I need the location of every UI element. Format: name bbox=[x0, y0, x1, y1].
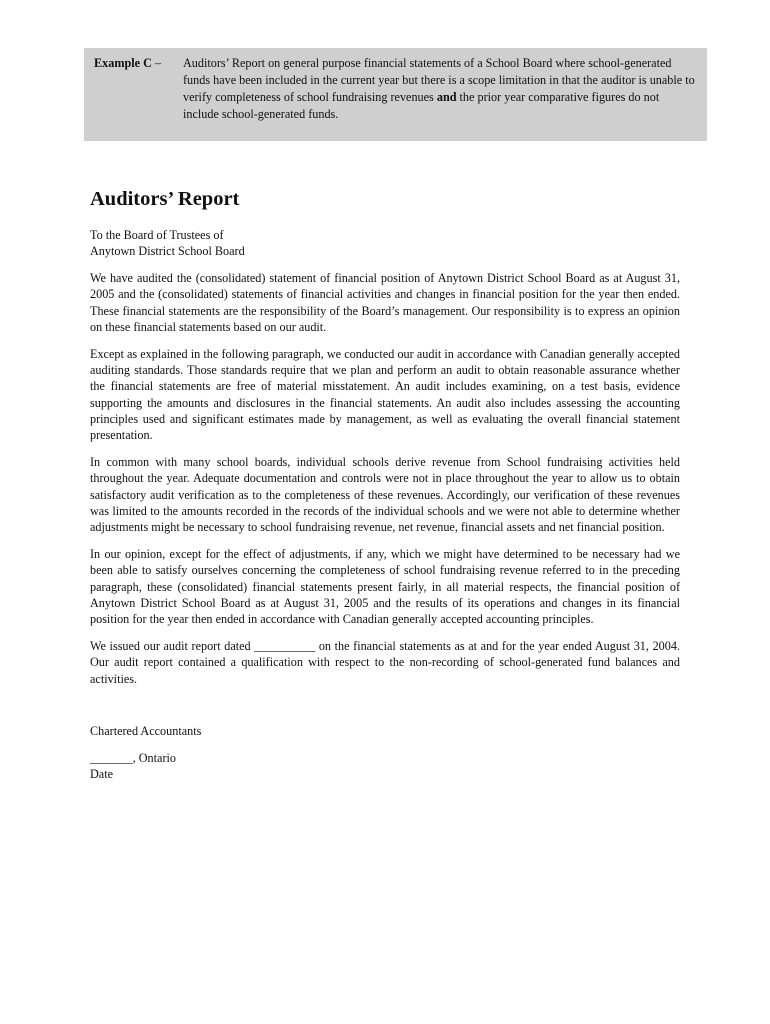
example-dash: – bbox=[154, 56, 162, 70]
addressee bbox=[90, 227, 680, 260]
report-body bbox=[90, 227, 680, 793]
example-text-bold: and bbox=[436, 90, 457, 104]
paragraph-prior-year: We issued our audit report dated __________ on the financial statements as at and for the year ended August 31, 2004. Our audit report contained a qualification with respect to the non-recording of school-generated fund balances and activities. bbox=[90, 639, 680, 686]
signature: Chartered Accountants bbox=[90, 723, 202, 738]
paragraph-audit-scope: We have audited the (consolidated) statement of financial position of Anytown District School Board as at August 31, 2005 and the (consolidated) statements of financial activities and changes in financial position for the year then ended. These financial statements are the responsibility of the Board’s management. Our responsibility is to express an opinion on these financial statements based on our audit. bbox=[90, 271, 680, 334]
paragraph-standards: Except as explained in the following paragraph, we conducted our audit in accordance with Canadian generally accepted auditing standards. Those standards require that we plan and perform an audit to obtain reasonable assurance whether the financial statements are free of material misstatement. An audit includes examining, on a test basis, evidence supporting the amounts and disclosures in the financial statements. An audit also includes assessing the accounting principles used and significant estimates made by management, as well as evaluating the overall financial statement presentation. bbox=[90, 346, 680, 443]
report-title: Auditors’ Report bbox=[90, 188, 240, 210]
example-text-part2: the prior year comparative figures do not include school-generated funds. bbox=[183, 90, 660, 121]
example-description bbox=[183, 55, 698, 123]
closing-block bbox=[90, 750, 680, 783]
example-label bbox=[94, 55, 184, 72]
addressee-line-1: To the Board of Trustees of bbox=[90, 228, 224, 242]
date-label: Date bbox=[90, 767, 114, 782]
paragraph-opinion: In our opinion, except for the effect of adjustments, if any, which we might have determined to be necessary had we been able to satisfy ourselves concerning the completeness of school fundraising revenue referred to in the preceding paragraph, these (consolidated) financial statements present fairly, in all material respects, the financial position of Anytown District School Board as at August 31, 2005 and the results of its operations and changes in its financial position for the year then ended in accordance with Canadian generally accepted accounting principles. bbox=[90, 547, 680, 627]
addressee-line-2: Anytown District School Board bbox=[90, 244, 245, 259]
location-line: _______, Ontario bbox=[90, 750, 176, 765]
example-label-text: Example C bbox=[94, 56, 152, 70]
example-box bbox=[84, 48, 707, 141]
example-text-part1: Auditors’ Report on general purpose financial statements of a School Board where school-generated funds have been included in the current year but there is a scope limitation in that the auditor is unable to verify completeness of school fundraising revenues bbox=[183, 56, 695, 104]
paragraph-limitation: In common with many school boards, individual schools derive revenue from School fundraising activities held throughout the year. Adequate documentation and controls were not in place throughout the year to allow us to obtain satisfactory audit verification as to the completeness of these revenues. Accordingly, our verification of these revenues was limited to the amounts recorded in the records of the individual schools and we were not able to determine whether adjustments might be necessary to school fundraising revenue, net revenue, financial assets and net financial position. bbox=[90, 455, 680, 535]
